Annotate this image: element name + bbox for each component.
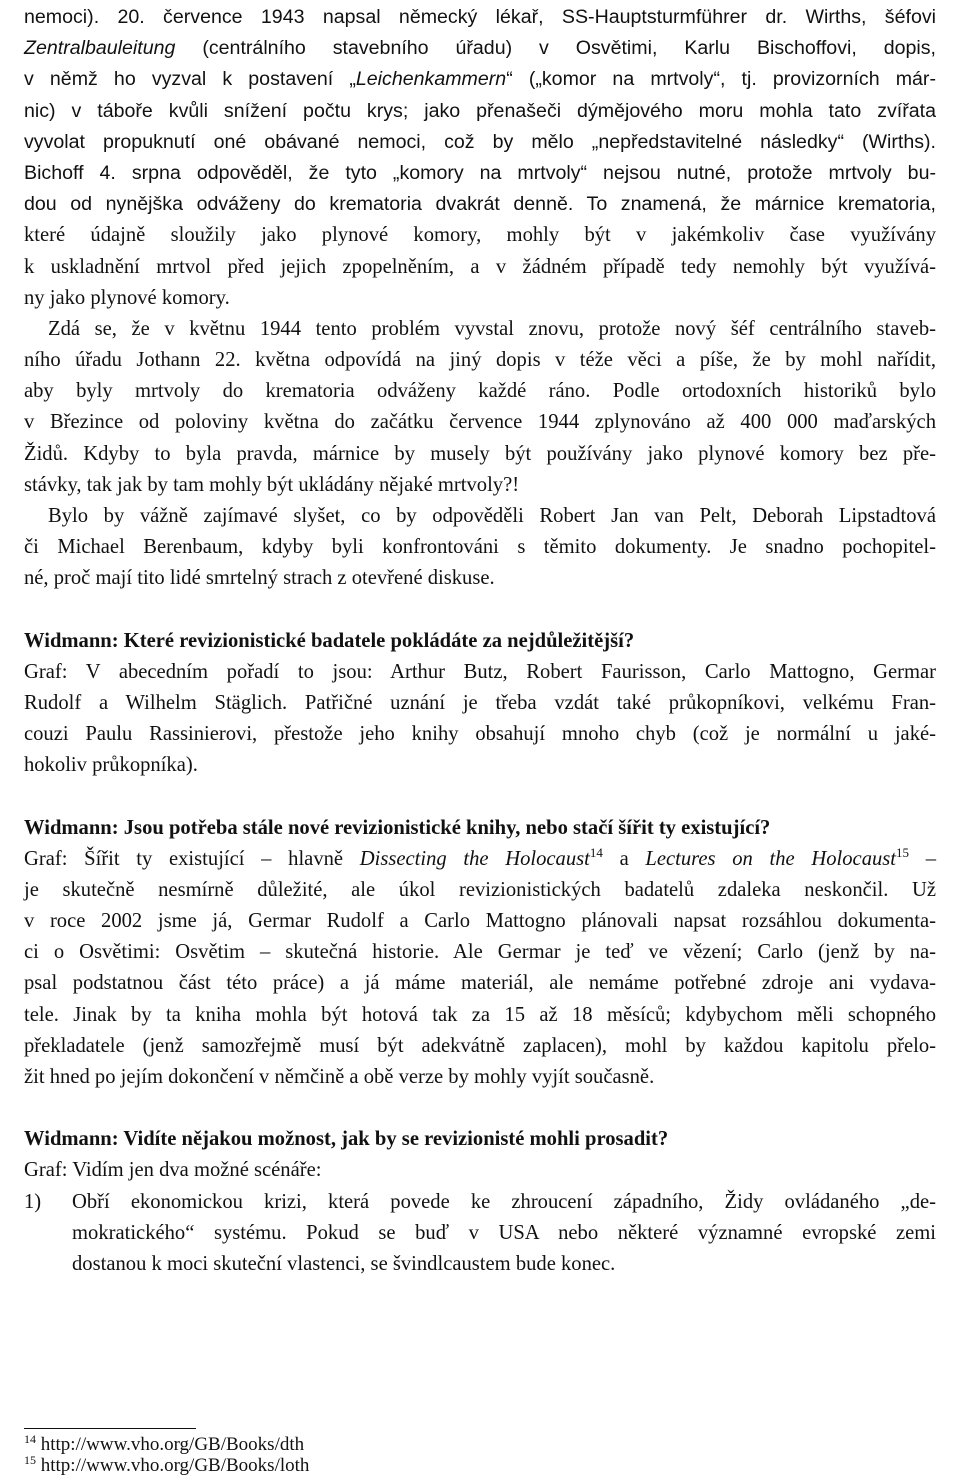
text-span: (centrálního stavebního úřadu) v Osvětimi, Karlu Bischoffovi, dopis, [175,37,936,60]
text-line [24,844,936,875]
text-line: ci o Osvětimi: Osvětim – skutečná historie. Ale Germar je teď ve vězení; Carlo (jenž by na- [24,941,936,964]
text-line: Bichoff 4. srpna odpověděl, že tyto „komory na mrtvoly“ nejsou nutné, protože mrtvoly bu- [24,161,936,184]
text-line: Bylo by vážně zajímavé slyšet, co by odpověděli Robert Jan van Pelt, Deborah Lipstadtová [48,505,936,527]
text-line: Zdá se, že v květnu 1944 tento problém vyvstal znovu, protože nový šéf centrálního staveb- [48,317,936,340]
text-line: né, proč mají tito lidé smrtelný strach z otevřené diskuse. [24,567,495,590]
text-line: žit hned po jejím dokončení v němčině a obě verze by mohly vyjít současně. [24,1066,655,1088]
text-line [24,33,936,64]
text-line [24,64,936,95]
text-line: Graf: Vidím jen dva možné scénáře: [24,1159,322,1182]
question-heading: Widmann: Které revizionistické badatele pokládáte za nejdůležitější? [24,629,635,652]
text-line: či Michael Berenbaum, kdyby byli konfrontováni s těmito dokumenty. Je snadno pochopitel- [24,536,936,559]
text-line: překladatele (jenž samozřejmě musí být adekvátně zaplacen), mohl by každou kapitolu přelo- [24,1034,936,1057]
question-heading: Widmann: Jsou potřeba stále nové revizionistické knihy, nebo stačí šířit ty existující? [24,816,771,839]
text-span: – [909,847,937,870]
text-line: aby byly mrtvoly do krematoria odváženy každé ráno. Podle ortodoxních historiků bylo [24,380,936,403]
text-line: hokoliv průkopníka). [24,754,198,777]
text-line: dou od nynějška odváženy do krematoria dvakrát denně. To znamená, že márnice krematoria, [24,193,936,216]
text-line: stávky, tak jak by tam mohly být ukládány nějaké mrtvoly?! [24,473,520,496]
footnote-number: 15 [24,1453,36,1467]
text-line: v roce 2002 jsme já, Germar Rudolf a Carlo Mattogno plánovali napsat rozsáhlou dokumenta- [24,910,936,933]
text-line: ního úřadu Jothann 22. května odpovídá na jiný dopis v téže věci a píše, že by mohl nařídit, [24,349,936,372]
text-line: nic) v táboře kvůli snížení počtu krys; jako přenašeči dýmějového moru mohla tato zvířata [24,99,936,122]
paragraph-gap [24,595,936,626]
question-heading: Widmann: Vidíte nějakou možnost, jak by se revizionisté mohli prosadit? [24,1128,669,1151]
text-line: Rudolf a Wilhelm Stäglich. Patřičné uznání je třeba vzdát také průkopníkovi, velkému Fran- [24,691,936,714]
list-number: 1) [24,1190,42,1213]
text-span: Graf: Šířit ty existující – hlavně [24,847,360,870]
text-line: které údajně sloužily jako plynové komory, mohly být v jakémkoliv čase využívány [24,224,936,247]
text-line: Židů. Kdyby to byla pravda, márnice by musely být používány jako plynové komory bez pře- [24,442,936,465]
footnote [24,1455,309,1477]
footnote-ref: 15 [896,844,910,860]
text-line: tele. Jinak by ta kniha mohla být hotová tak za 15 až 18 měsíců; kdybychom měli schopného [24,1003,936,1026]
paragraph-gap [24,782,936,813]
text-line: k uskladnění mrtvol před jejich zpopelněním, a v žádném případě tedy nemohly být využívá- [24,255,936,278]
footnote-ref: 14 [589,844,603,860]
text-line: Graf: V abecedním pořadí to jsou: Arthur Butz, Robert Faurisson, Carlo Mattogno, Germar [24,660,936,683]
text-line: psal podstatnou část této práce) a já máme materiál, ale nemáme potřebné zdroje ani vydava- [24,972,936,995]
list-text: Obří ekonomickou krizi, která povede ke zhroucení západního, Židy ovládaného „de- [72,1190,936,1213]
list-text: dostanou k moci skuteční vlastenci, se švindlcaustem bude konec. [72,1252,616,1275]
list-item [24,1187,936,1218]
list-text: mokratického“ systému. Pokud se buď v USA nebo některé významné evropské zemi [72,1221,936,1244]
text-span: a [602,847,646,870]
paragraph-wirths-letter [24,2,936,1280]
book-title: Dissecting the Holocaust [359,847,590,870]
text-line: je skutečně nesmírně důležité, ale úkol revizionistických badatelů zdaleka neskončil. Už [24,878,936,901]
footnote-link[interactable]: http://www.vho.org/GB/Books/dth [40,1434,305,1455]
book-title: Lectures on the Holocaust [645,847,897,870]
italic-term: Leichenkammern [355,68,507,91]
text-span: v němž ho vyzval k postavení „ [24,68,356,91]
italic-term: Zentralbauleitung [24,37,176,60]
text-span: “ („komor na mrtvoly“, tj. provizorních már- [506,68,936,91]
text-line: v Březince od poloviny května do začátku července 1944 zplynováno až 400 000 maďarských [24,411,936,434]
footnote [24,1434,304,1456]
footnote-number: 14 [24,1432,36,1446]
text-line: nemoci). 20. července 1943 napsal německý lékař, SS-Hauptsturmführer dr. Wirths, šéfovi [24,6,936,28]
text-line: ny jako plynové komory. [24,286,230,309]
text-line: couzi Paulu Rassinierovi, přestože jeho knihy obsahují mnoho chyb (což je normální u jaké- [24,723,936,746]
footnote-rule [24,1428,196,1429]
footnote-link[interactable]: http://www.vho.org/GB/Books/loth [40,1455,310,1476]
paragraph-gap [24,1093,936,1124]
text-line: vyvolat propuknutí oné obávané nemoci, což by mělo „nepředstavitelné následky“ (Wirths). [24,130,936,153]
